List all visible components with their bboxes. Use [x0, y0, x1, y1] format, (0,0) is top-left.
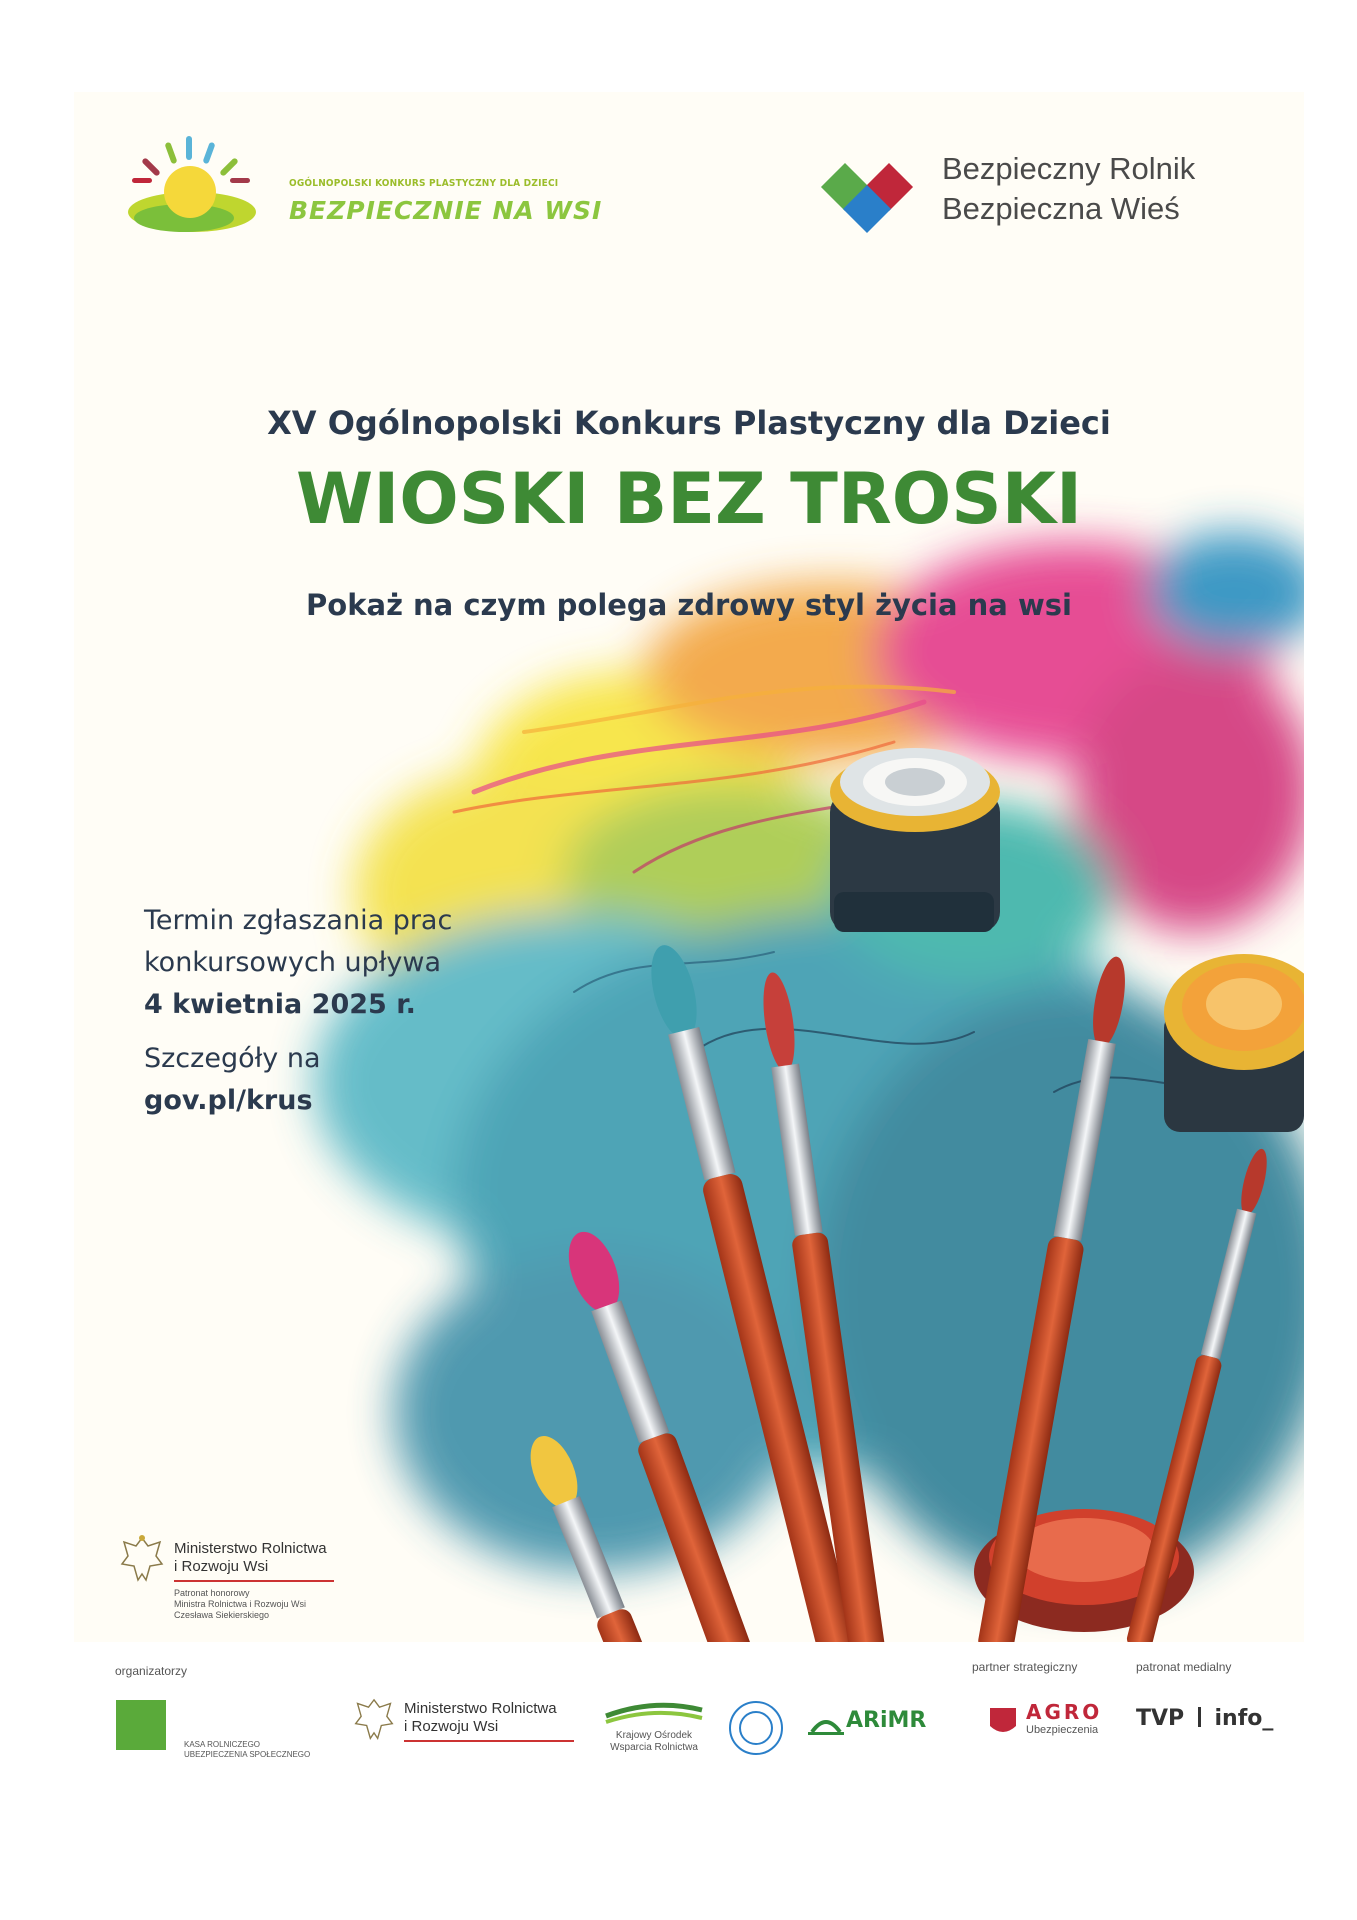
- krus-logo-icon: [116, 1700, 166, 1750]
- krus-line-1: KASA ROLNICZEGO: [184, 1740, 261, 1749]
- deadline-date: 4 kwietnia 2025 r.: [144, 989, 416, 1020]
- round-seal-icon: [728, 1700, 784, 1756]
- sun-logo-icon: [124, 132, 274, 242]
- details-link[interactable]: gov.pl/krus: [144, 1085, 313, 1116]
- partner-label: partner strategiczny: [972, 1660, 1078, 1674]
- tvp-separator: [1198, 1707, 1201, 1727]
- deadline-line-1: Termin zgłaszania prac: [144, 905, 453, 936]
- paint-jar-right: [1164, 954, 1304, 1132]
- arimr-text: ARiMR: [846, 1708, 927, 1733]
- eagle-emblem-icon: [118, 1532, 166, 1588]
- krus-text: [184, 1740, 310, 1760]
- tvp-info-text: info_: [1214, 1706, 1274, 1731]
- patron-note-line-1: Patronat honorowy: [174, 1588, 250, 1598]
- krus-line-2: UBEZPIECZENIA SPOŁECZNEGO: [184, 1750, 311, 1759]
- footer-eagle-emblem-icon: [352, 1694, 396, 1746]
- diamonds-logo-icon: [820, 152, 930, 242]
- contest-logo-small-text: OGÓLNOPOLSKI KONKURS PLASTYCZNY DLA DZIECI: [289, 178, 559, 189]
- agro-subtext: Ubezpieczenia: [1026, 1724, 1099, 1736]
- kowr-line-2: Wsparcia Rolnictwa: [610, 1742, 698, 1753]
- poster: [74, 92, 1304, 1642]
- details-label: Szczegóły na: [144, 1043, 321, 1074]
- kowr-logo-icon: [604, 1696, 704, 1726]
- footer-ministry-line-1: Ministerstwo Rolnictwa: [404, 1700, 557, 1717]
- painted-background-art: [74, 92, 1304, 1642]
- agro-text: AGRO: [1026, 1700, 1103, 1724]
- kowr-text: [604, 1730, 704, 1754]
- patron-ministry-line-1: Ministerstwo Rolnictwa: [174, 1540, 327, 1557]
- deadline-line-2: konkursowych upływa: [144, 947, 442, 978]
- footer-ministry-line-2: i Rozwoju Wsi: [404, 1718, 499, 1735]
- footer-ministry: [404, 1700, 557, 1736]
- media-label: patronat medialny: [1136, 1660, 1232, 1674]
- patron-note: [174, 1588, 306, 1621]
- patron-note-line-3: Czesława Siekierskiego: [174, 1610, 270, 1620]
- contest-slogan: Pokaż na czym polega zdrowy styl życia na wsi: [306, 588, 1072, 622]
- tvp-text: TVP: [1136, 1706, 1185, 1731]
- arimr-logo-icon: [808, 1712, 844, 1736]
- deadline-info: [144, 900, 452, 1122]
- tvp-info-logo: [1136, 1706, 1273, 1731]
- patron-ministry-line-2: i Rozwoju Wsi: [174, 1558, 269, 1575]
- contest-subtitle: XV Ogólnopolski Konkurs Plastyczny dla Dzieci: [267, 404, 1111, 442]
- brand-line-1: Bezpieczny Rolnik: [942, 151, 1196, 186]
- paint-jar-top: [830, 748, 1000, 932]
- organizers-label: organizatorzy: [115, 1664, 188, 1678]
- contest-logo-title: BEZPIECZNIE NA WSI: [289, 196, 603, 225]
- footer-ministry-divider: [404, 1740, 574, 1742]
- patron-ministry: [174, 1540, 327, 1576]
- kowr-line-1: Krajowy Ośrodek: [615, 1730, 693, 1741]
- brand-line-2: Bezpieczna Wieś: [942, 191, 1180, 226]
- agro-logo-icon: [986, 1704, 1020, 1738]
- patron-divider: [174, 1580, 334, 1582]
- patron-note-line-2: Ministra Rolnictwa i Rozwoju Wsi: [174, 1599, 307, 1609]
- contest-title: WIOSKI BEZ TROSKI: [296, 458, 1082, 540]
